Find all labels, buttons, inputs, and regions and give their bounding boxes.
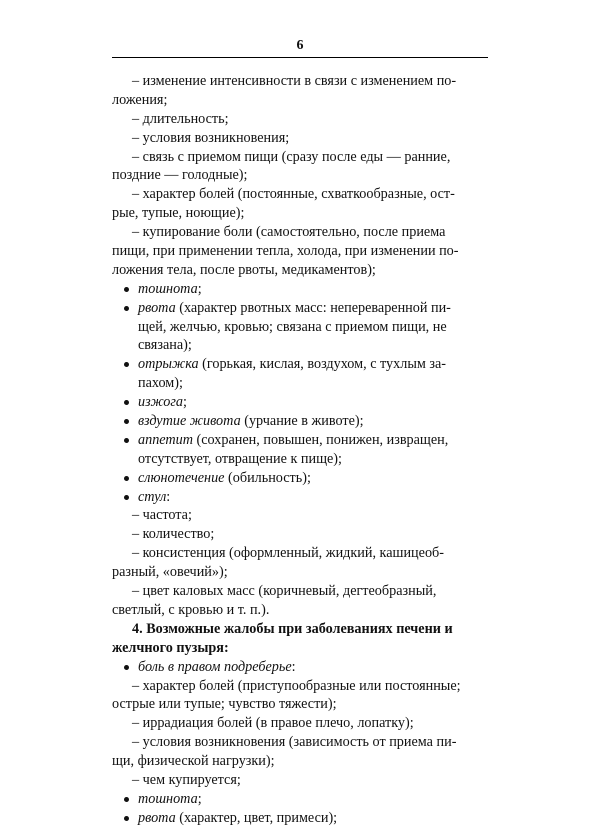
bullet-text: : xyxy=(166,488,171,505)
page-body xyxy=(112,72,488,828)
bullet-icon xyxy=(124,665,129,670)
text-line: – частота; xyxy=(132,507,192,524)
text-line: разный, «овечий»); xyxy=(112,564,228,581)
text-line: – иррадиация болей (в правое плечо, лопатку); xyxy=(132,715,414,732)
text-line: – связь с приемом пищи (сразу после еды — ранние, xyxy=(132,148,451,165)
bullet-icon xyxy=(124,419,129,424)
bullet-icon xyxy=(124,816,129,821)
bullet-term: аппетит xyxy=(138,431,193,448)
bullet-icon xyxy=(124,306,129,311)
bullet-item xyxy=(112,393,488,412)
bullet-icon xyxy=(124,400,129,405)
bullet-icon xyxy=(124,438,129,443)
bullet-term: рвота xyxy=(138,299,176,316)
bullet-icon xyxy=(124,362,129,367)
bullet-icon xyxy=(124,287,129,292)
bullet-term: изжога xyxy=(138,394,184,411)
section-heading: желчного пузыря: xyxy=(112,639,229,656)
bullet-term: отрыжка xyxy=(138,356,199,373)
text-line: пахом); xyxy=(138,375,183,392)
bullet-item xyxy=(112,790,488,809)
bullet-icon xyxy=(124,797,129,802)
bullet-item xyxy=(112,488,488,507)
bullet-term: вздутие живота xyxy=(138,413,241,430)
text-line: светлый, с кровью и т. п.). xyxy=(112,601,270,618)
bullet-text: (характер, цвет, примеси); xyxy=(175,809,338,826)
bullet-item xyxy=(112,658,488,677)
text-line: связана); xyxy=(138,337,192,354)
text-line: щей, желчью, кровью; связана с приемом пищи, не xyxy=(138,318,447,335)
text-line: – купирование боли (самостоятельно, после приема xyxy=(132,224,446,241)
header-rule xyxy=(112,57,488,58)
page-number: 6 xyxy=(296,38,304,53)
bullet-item xyxy=(112,280,488,299)
bullet-text: (сохранен, повышен, понижен, извращен, xyxy=(192,431,449,448)
text-line: острые или тупые; чувство тяжести); xyxy=(112,696,337,713)
bullet-item xyxy=(112,469,488,488)
text-line: – характер болей (постоянные, схваткообразные, ост- xyxy=(132,186,455,203)
text-line: – консистенция (оформленный, жидкий, кашицеоб- xyxy=(132,545,444,562)
bullet-icon xyxy=(124,495,129,500)
bullet-text: ; xyxy=(197,280,202,297)
text-line: – изменение интенсивности в связи с изменением по- xyxy=(132,73,457,89)
text-line: рые, тупые, ноющие); xyxy=(112,205,245,222)
text-line: – количество; xyxy=(132,526,215,543)
text-line: щи, физической нагрузки); xyxy=(112,753,275,770)
bullet-icon xyxy=(124,476,129,481)
bullet-text: (характер рвотных масс: непереваренной пи- xyxy=(175,299,451,316)
text-line: отсутствует, отвращение к пище); xyxy=(138,450,342,467)
bullet-item xyxy=(112,809,488,828)
bullet-text: : xyxy=(291,658,296,675)
bullet-term: слюнотечение xyxy=(138,469,225,486)
bullet-text: ; xyxy=(183,394,187,411)
bullet-item xyxy=(112,412,488,431)
bullet-item xyxy=(112,431,488,450)
text-line: поздние — голодные); xyxy=(112,167,248,184)
bullet-text: ; xyxy=(197,790,202,807)
bullet-term: тошнота xyxy=(138,280,198,297)
text-line: – условия возникновения (зависимость от приема пи- xyxy=(132,734,457,751)
text-line: – цвет каловых масс (коричневый, дегтеобразный, xyxy=(132,583,437,600)
bullet-term: стул xyxy=(138,488,167,505)
bullet-text: (горькая, кислая, воздухом, с тухлым за- xyxy=(198,356,447,373)
bullet-item xyxy=(112,299,488,318)
text-line: пищи, при применении тепла, холода, при изменении по- xyxy=(112,243,459,260)
bullet-text: (обильность); xyxy=(224,469,311,486)
text-line: – чем купируется; xyxy=(132,771,241,788)
section-heading: 4. Возможные жалобы при заболеваниях печени и xyxy=(132,620,453,637)
bullet-term: боль в правом подреберье xyxy=(138,658,292,675)
bullet-term: тошнота xyxy=(138,790,198,807)
bullet-term: рвота xyxy=(138,809,176,826)
text-line: – длительность; xyxy=(132,110,229,127)
bullet-text: (урчание в животе); xyxy=(240,413,364,430)
text-line: – характер болей (приступообразные или постоянные; xyxy=(132,677,461,694)
text-line: – условия возникновения; xyxy=(132,129,290,146)
text-line: ложения тела, после рвоты, медикаментов); xyxy=(112,261,376,278)
bullet-item xyxy=(112,355,488,374)
text-line: ложения; xyxy=(112,91,168,108)
